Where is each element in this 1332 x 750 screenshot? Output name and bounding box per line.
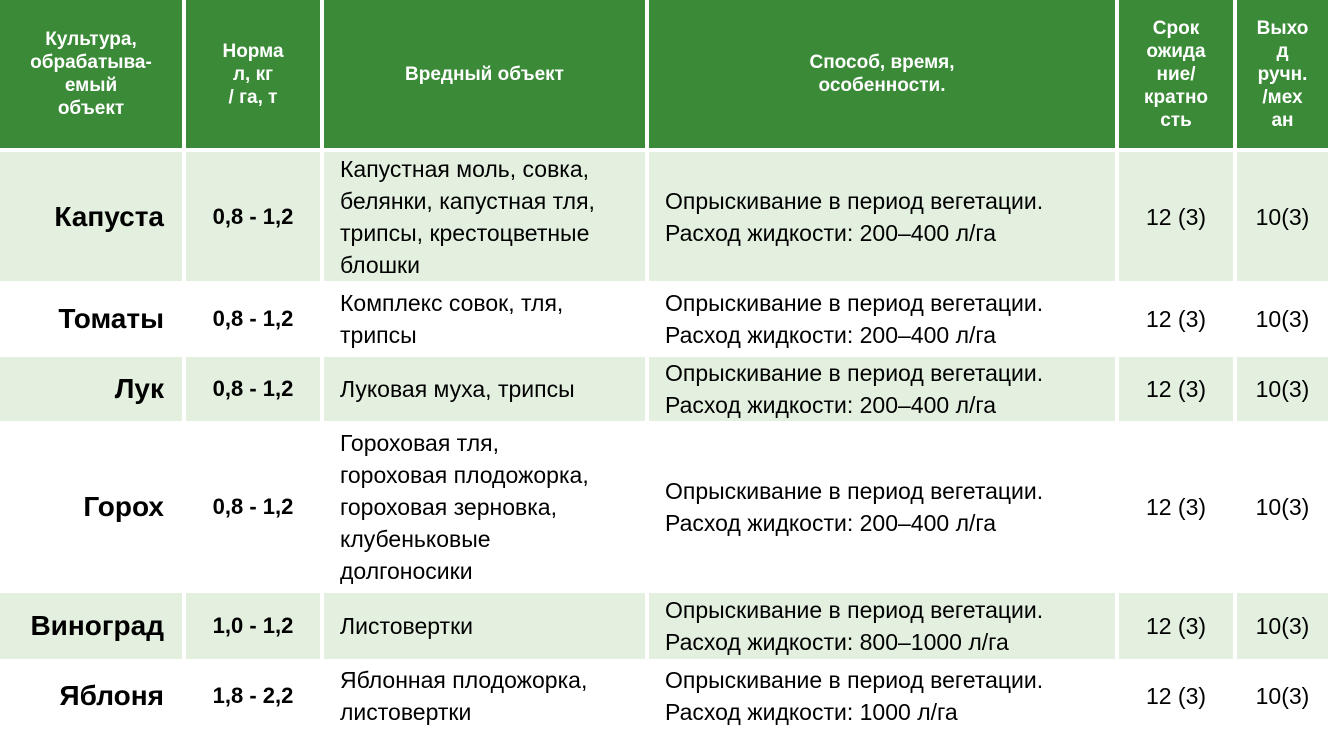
cell-line: Яблонная плодожорка, [340, 666, 588, 693]
cell-line: блошки [340, 251, 420, 278]
pest-cell [324, 423, 645, 593]
cell-line: ан [1271, 109, 1294, 131]
wait-cell: 12 (3) [1119, 593, 1233, 661]
header-wait [1119, 0, 1233, 152]
crop-cell: Лук [0, 357, 182, 423]
pest-cell [324, 283, 645, 357]
cell-line: Расход жидкости: 200–400 л/га [665, 392, 997, 418]
crop-cell: Виноград [0, 593, 182, 661]
pest-cell [324, 357, 645, 423]
cell-line: ожида [1146, 40, 1206, 62]
cell-line: Срок [1152, 17, 1200, 39]
cell-line: ние/ [1156, 63, 1196, 85]
cell-line: Опрыскивание в период вегетации. [665, 187, 1044, 214]
cell-line: емый [64, 75, 118, 96]
pest-cell [324, 593, 645, 661]
cell-line: / га, т [228, 86, 278, 108]
header-method [649, 0, 1115, 152]
cell-line: кратно [1143, 86, 1209, 108]
exit-cell: 10(3) [1237, 152, 1328, 283]
cell-line: Опрыскивание в период вегетации. [665, 478, 1044, 504]
table-row [0, 593, 1328, 661]
cell-line: листовертки [340, 698, 472, 725]
exit-cell: 10(3) [1237, 357, 1328, 423]
cell-line: Способ, время, [809, 52, 955, 73]
method-cell [649, 593, 1115, 661]
exit-cell: 10(3) [1237, 661, 1328, 732]
table-row [0, 423, 1328, 593]
method-cell [649, 423, 1115, 593]
crop-cell: Горох [0, 423, 182, 593]
cell-line: Выхо [1256, 17, 1309, 39]
wait-cell: 12 (3) [1119, 283, 1233, 357]
cell-line: сть [1160, 109, 1192, 131]
cell-line: клубеньковые [340, 526, 491, 552]
cell-line: Вредный объект [405, 63, 564, 85]
table-row [0, 283, 1328, 357]
crop-cell: Капуста [0, 152, 182, 283]
crop-cell: Томаты [0, 283, 182, 357]
header-crop [0, 0, 182, 152]
wait-cell: 12 (3) [1119, 661, 1233, 732]
cell-line: Гороховая тля, [340, 430, 499, 456]
cell-line: Опрыскивание в период вегетации. [665, 666, 1044, 693]
rate-cell: 1,8 - 2,2 [186, 661, 320, 732]
cell-line: Опрыскивание в период вегетации. [665, 290, 1044, 316]
rate-cell: 1,0 - 1,2 [186, 593, 320, 661]
header-pest [324, 0, 645, 152]
crop-cell: Яблоня [0, 661, 182, 732]
method-cell [649, 661, 1115, 732]
wait-cell: 12 (3) [1119, 423, 1233, 593]
rate-cell: 0,8 - 1,2 [186, 423, 320, 593]
rate-cell: 0,8 - 1,2 [186, 283, 320, 357]
cell-line: Комплекс совок, тля, [340, 290, 564, 316]
method-cell [649, 283, 1115, 357]
cell-line: Расход жидкости: 200–400 л/га [665, 322, 997, 348]
wait-cell: 12 (3) [1119, 357, 1233, 423]
table-header-row [0, 0, 1328, 152]
method-cell [649, 152, 1115, 283]
cell-line: Капустная моль, совка, [340, 155, 590, 182]
exit-cell: 10(3) [1237, 593, 1328, 661]
rate-cell: 0,8 - 1,2 [186, 152, 320, 283]
cell-line: Луковая муха, трипсы [340, 376, 575, 402]
cell-line: Расход жидкости: 200–400 л/га [665, 510, 997, 536]
cell-line: Норма [222, 40, 284, 62]
cell-line: л, кг [232, 63, 274, 85]
cell-line: объект [57, 98, 125, 119]
table-row [0, 152, 1328, 283]
header-exit [1237, 0, 1328, 152]
cell-line: трипсы [340, 322, 417, 348]
cell-line: трипсы, крестоцветные [340, 219, 590, 246]
header-rate [186, 0, 320, 152]
pest-cell [324, 661, 645, 732]
cell-line: особенности. [818, 75, 946, 96]
cell-line: Культура, [45, 29, 137, 50]
cell-line: белянки, капустная тля, [340, 187, 595, 214]
cell-line: гороховая зерновка, [340, 494, 557, 520]
cell-line: долгоносики [340, 558, 473, 584]
cell-line: Опрыскивание в период вегетации. [665, 360, 1044, 386]
rate-cell: 0,8 - 1,2 [186, 357, 320, 423]
cell-line: /мех [1262, 86, 1303, 108]
exit-cell: 10(3) [1237, 423, 1328, 593]
exit-cell: 10(3) [1237, 283, 1328, 357]
wait-cell: 12 (3) [1119, 152, 1233, 283]
pest-cell [324, 152, 645, 283]
cell-line: Расход жидкости: 800–1000 л/га [665, 629, 1009, 655]
method-cell [649, 357, 1115, 423]
cell-line: Листовертки [340, 613, 473, 639]
cell-line: гороховая плодожорка, [340, 462, 589, 488]
cell-line: обрабатыва- [30, 52, 152, 73]
cell-line: д [1276, 40, 1289, 62]
table-row [0, 661, 1328, 732]
cell-line: Опрыскивание в период вегетации. [665, 597, 1044, 623]
table-row [0, 357, 1328, 423]
cell-line: Расход жидкости: 1000 л/га [665, 698, 958, 725]
cell-line: ручн. [1257, 63, 1308, 85]
cell-line: Расход жидкости: 200–400 л/га [665, 219, 997, 246]
